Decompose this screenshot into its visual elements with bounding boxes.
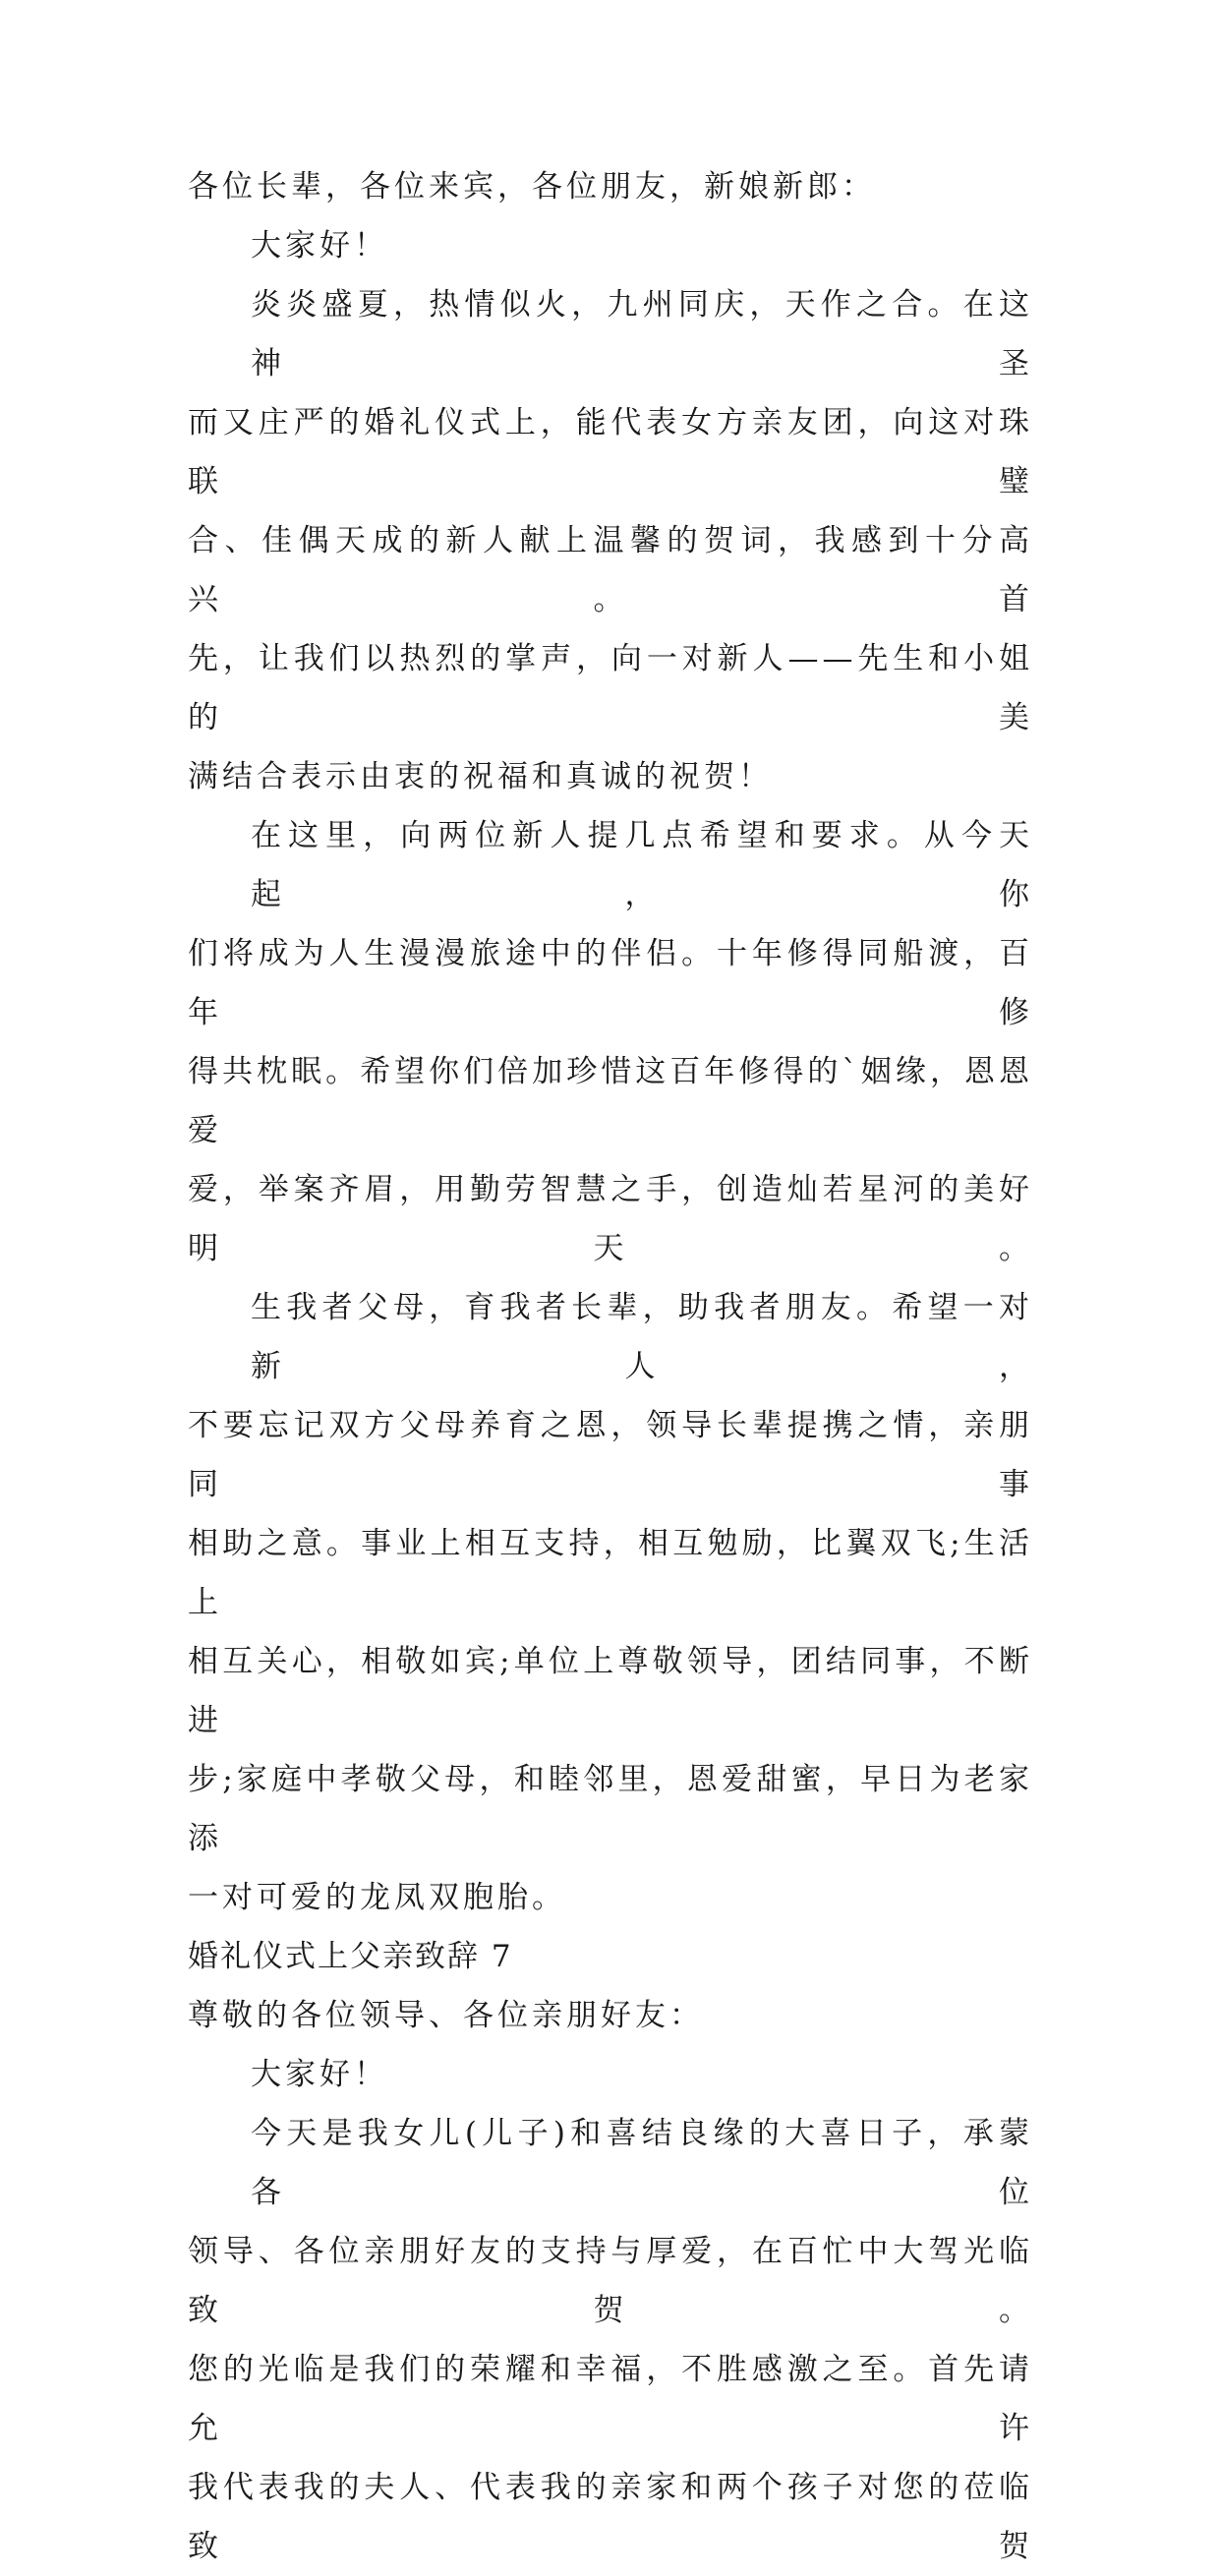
paragraph-line: 相互关心，相敬如宾;单位上尊敬领导，团结同事，不断进 [188, 1644, 1033, 1738]
greeting-line: 大家好！ [251, 2057, 388, 2092]
paragraph-line: 先，让我们以热烈的掌声，向一对新人——先生和小姐的美 [188, 641, 1033, 735]
paragraph-line: 爱，举案齐眉，用勤劳智慧之手，创造灿若星河的美好明天。 [188, 1172, 1033, 1266]
paragraph-line: 步;家庭中孝敬父母，和睦邻里，恩爱甜蜜，早日为老家添 [188, 1762, 1033, 1856]
section-heading: 婚礼仪式上父亲致辞 7 [188, 1939, 513, 1974]
paragraph-line: 您的光临是我们的荣耀和幸福，不胜感激之至。首先请允许 [188, 2352, 1033, 2446]
paragraph-line: 炎炎盛夏，热情似火，九州同庆，天作之合。在这神圣 [251, 287, 1033, 381]
document-body [188, 157, 1033, 2576]
paragraph-line: 领导、各位亲朋好友的支持与厚爱，在百忙中大驾光临致贺。 [188, 2234, 1033, 2328]
paragraph-line: 一对可爱的龙凤双胞胎。 [188, 1880, 566, 1915]
paragraph-line: 我代表我的夫人、代表我的亲家和两个孩子对您的莅临致贺 [188, 2470, 1033, 2564]
paragraph-line: 得共枕眠。希望你们倍加珍惜这百年修得的`姻缘，恩恩爱 [188, 1054, 1033, 1148]
salutation-line: 尊敬的各位领导、各位亲朋好友： [188, 1998, 704, 2033]
paragraph-line: 合、佳偶天成的新人献上温馨的贺词，我感到十分高兴。首 [188, 523, 1033, 617]
paragraph-line: 而又庄严的婚礼仪式上，能代表女方亲友团，向这对珠联璧 [188, 405, 1033, 499]
paragraph-line: 满结合表示由衷的祝福和真诚的祝贺！ [188, 759, 773, 794]
paragraph-line: 生我者父母，育我者长辈，助我者朋友。希望一对新人， [251, 1290, 1033, 1384]
paragraph-line: 在这里，向两位新人提几点希望和要求。从今天起，你 [251, 818, 1033, 912]
greeting-line: 大家好！ [251, 228, 388, 263]
paragraph-line: 今天是我女儿(儿子)和喜结良缘的大喜日子，承蒙各位 [251, 2116, 1033, 2210]
salutation-line: 各位长辈，各位来宾，各位朋友，新娘新郎： [188, 169, 876, 205]
paragraph-line: 们将成为人生漫漫旅途中的伴侣。十年修得同船渡，百年修 [188, 936, 1033, 1030]
paragraph-line: 不要忘记双方父母养育之恩，领导长辈提携之情，亲朋同事 [188, 1408, 1033, 1502]
paragraph-line: 相助之意。事业上相互支持，相互勉励，比翼双飞;生活上 [188, 1526, 1033, 1620]
